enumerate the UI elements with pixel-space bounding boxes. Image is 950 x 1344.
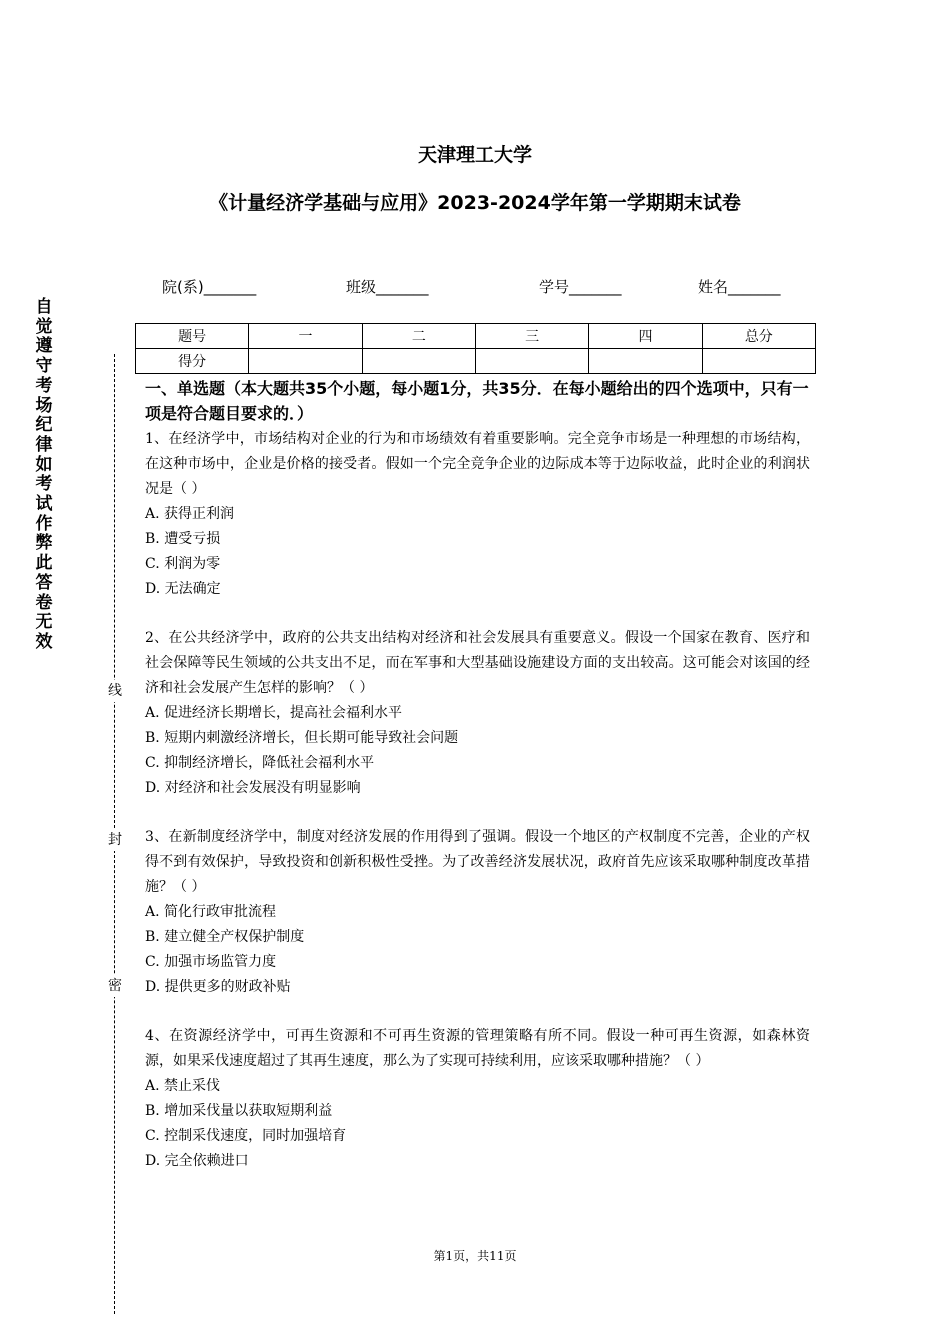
student-id-field: 学号_______ — [539, 278, 622, 296]
question-2 — [145, 626, 810, 801]
score-table-cell: 题号 — [136, 324, 249, 349]
page-footer: 第1页，共11页 — [433, 1249, 517, 1263]
school-name: 天津理工大学 — [417, 144, 532, 166]
option-d: D. 完全依赖进口 — [145, 1153, 249, 1169]
score-cell-blank — [249, 349, 362, 374]
score-cell-blank — [589, 349, 702, 374]
score-table — [135, 323, 816, 374]
option-d: D. 无法确定 — [145, 581, 221, 597]
option-b: B. 遭受亏损 — [145, 531, 221, 547]
option-c: C. 抑制经济增长，降低社会福利水平 — [145, 755, 375, 771]
option-a: A. 简化行政审批流程 — [145, 904, 277, 920]
score-table-header-row — [136, 324, 816, 349]
option-d: D. 提供更多的财政补贴 — [145, 979, 291, 995]
question-3 — [145, 825, 810, 1000]
score-cell-blank — [702, 349, 815, 374]
score-table-cell: 总分 — [702, 324, 815, 349]
score-cell-blank — [475, 349, 588, 374]
score-table-cell: 得分 — [136, 349, 249, 374]
option-d: D. 对经济和社会发展没有明显影响 — [145, 780, 361, 796]
option-a: A. 促进经济长期增长，提高社会福利水平 — [145, 705, 403, 721]
score-table-cell: 二 — [362, 324, 475, 349]
question-4 — [145, 1024, 810, 1174]
exam-discipline-notice: 自觉遵守考场纪律如考试作弊此答卷无效 — [35, 297, 53, 652]
seal-word-secret: 密 — [106, 975, 124, 997]
score-table-cell: 四 — [589, 324, 702, 349]
option-c: C. 利润为零 — [145, 556, 221, 572]
option-a: A. 禁止采伐 — [145, 1078, 221, 1094]
seal-word-seal: 封 — [106, 829, 124, 851]
score-table-score-row — [136, 349, 816, 374]
option-b: B. 短期内刺激经济增长，但长期可能导致社会问题 — [145, 730, 459, 746]
question-stem: 3、在新制度经济学中，制度对经济发展的作用得到了强调。假设一个地区的产权制度不完善，企业的产权得不到有效保护，导致投资和创新积极性受挫。为了改善经济发展状况，政府首先应该采取哪种制度改革措施？（ ） — [145, 829, 810, 895]
score-table-cell: 一 — [249, 324, 362, 349]
option-b: B. 增加采伐量以获取短期利益 — [145, 1103, 333, 1119]
question-stem: 1、在经济学中，市场结构对企业的行为和市场绩效有着重要影响。完全竞争市场是一种理想的市场结构，在这种市场中，企业是价格的接受者。假如一个完全竞争企业的边际成本等于边际收益，此时企业的利润状况是（ ） — [145, 431, 810, 497]
score-table-cell: 三 — [475, 324, 588, 349]
option-c: C. 控制采伐速度，同时加强培育 — [145, 1128, 347, 1144]
option-a: A. 获得正利润 — [145, 506, 235, 522]
exam-title: 《计量经济学基础与应用》2023-2024学年第一学期期末试卷 — [209, 192, 741, 214]
score-cell-blank — [362, 349, 475, 374]
seal-word-line: 线 — [106, 680, 124, 702]
department-field: 院(系)_______ — [162, 278, 257, 296]
question-1 — [145, 427, 810, 602]
section-title: 一、单选题（本大题共35个小题，每小题1分，共35分．在每小题给出的四个选项中，只有一项是符合题目要求的．） — [145, 379, 809, 423]
name-field: 姓名_______ — [698, 278, 781, 296]
question-list — [145, 427, 810, 1198]
option-b: B. 建立健全产权保护制度 — [145, 929, 305, 945]
question-stem: 4、在资源经济学中，可再生资源和不可再生资源的管理策略有所不同。假设一种可再生资源，如森林资源，如果采伐速度超过了其再生速度，那么为了实现可持续利用，应该采取哪种措施？（ ） — [145, 1028, 810, 1069]
option-c: C. 加强市场监管力度 — [145, 954, 277, 970]
question-stem: 2、在公共经济学中，政府的公共支出结构对经济和社会发展具有重要意义。假设一个国家在教育、医疗和社会保障等民生领域的公共支出不足，而在军事和大型基础设施建设方面的支出较高。这可能会对该国的经济和社会发展产生怎样的影响？（ ） — [145, 630, 810, 696]
class-field: 班级_______ — [346, 278, 429, 296]
